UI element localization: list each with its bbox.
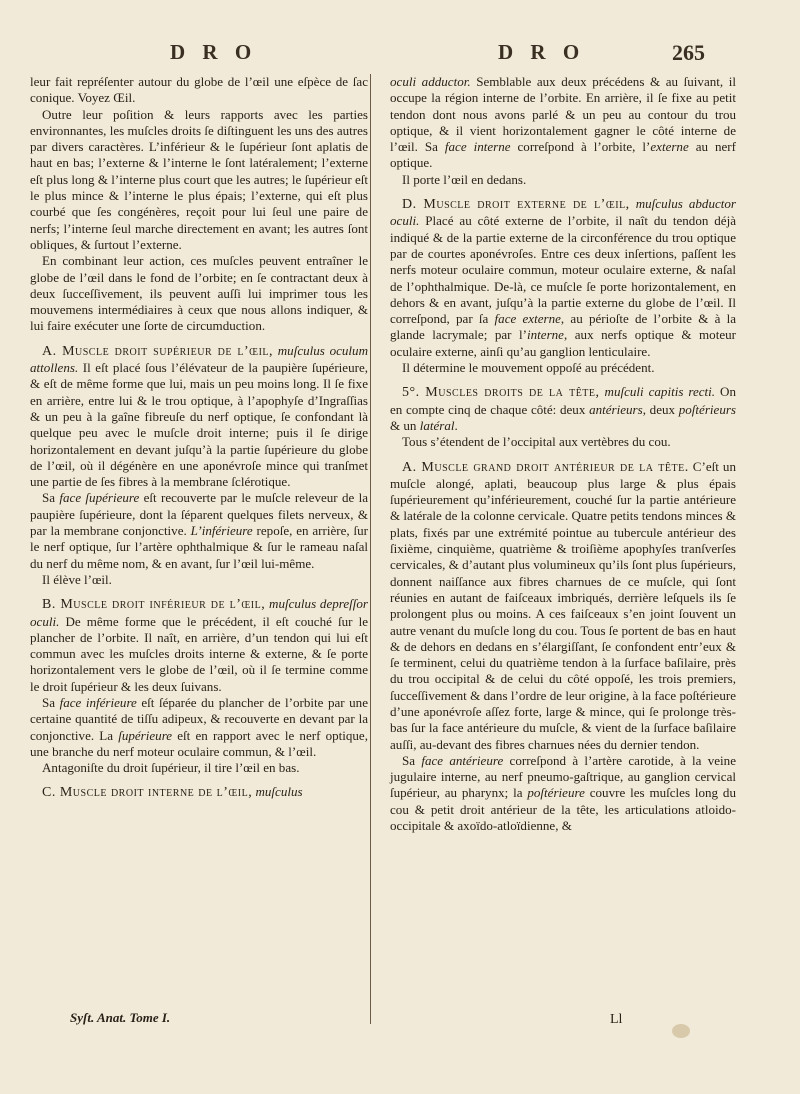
section-heading: C. Muscle droit interne de l’œil,	[42, 785, 253, 801]
latin-name: muſculi capitis recti.	[604, 384, 716, 400]
term: face antérieure	[421, 752, 504, 768]
term: poſtérieurs	[678, 401, 736, 417]
catchword: Ll	[610, 1012, 623, 1027]
section-b-inferior	[30, 596, 368, 695]
term: L’inférieure	[190, 523, 253, 539]
page-number: 265	[672, 40, 705, 65]
text-run: couvre les muſcles long du cou & petit droit antérieur de la tête, les articulations atloido-occipitale & axoïdo-atloïdienne, &	[390, 785, 736, 834]
latin-name: muſculus abductor oculi.	[390, 196, 737, 229]
text-run: , aux nerfs optique & moteur oculaire externe, ainſi qu’au ganglion lenticulaire.	[390, 327, 736, 359]
right-column	[390, 74, 736, 834]
term: externe	[650, 139, 689, 155]
section-text: De même forme que le précédent, il eſt couché ſur le plancher de l’orbite. Il naît, en arrière, d’un tendon qui lui eſt commun avec les muſcles droits interne & externe, & ſe porte horizontalement vers le globe de l’œil, où il ſe termine comme le droit ſupérieur & les deux ſuivans.	[30, 613, 368, 694]
text-run: .	[454, 417, 458, 433]
section-d-external	[390, 196, 736, 360]
paragraph: Tous s’étendent de l’occipital aux vertèbres du cou.	[402, 434, 671, 450]
section-heading: A. Muscle droit supérieur de l’œil,	[42, 343, 274, 359]
text-run: , au périoſte de l’orbite & à la glande lacrymale; par l’	[390, 311, 737, 343]
column-divider	[370, 74, 371, 1024]
text-run: repoſe, en arrière, ſur le nerf optique, ſur l’artère ophthalmique & ſur le rameau naſal du nerf du même nom, & en avant, ſur l’œil lui-même.	[30, 523, 368, 571]
text-run: & un	[390, 417, 420, 433]
latin-name: muſculus depreſſor oculi.	[30, 596, 368, 629]
term: poſtérieure	[527, 785, 585, 801]
paragraph	[30, 490, 368, 571]
running-head-right: D R O	[498, 40, 586, 64]
left-column	[30, 74, 368, 802]
term: face externe	[494, 311, 561, 327]
paragraph: Il porte l’œil en dedans.	[402, 171, 527, 187]
signature-mark: Syſt. Anat. Tome I.	[70, 1010, 171, 1025]
section-a-superior	[30, 343, 368, 491]
text-run: eſt en rapport avec le nerf optique, une branche du nerf moteur oculaire commun, & l’œil.	[30, 727, 368, 759]
paragraph: Antagoniſte du droit ſupérieur, il tire l’œil en bas.	[42, 760, 300, 776]
latin-name: oculi adductor.	[390, 74, 471, 89]
text-run: au nerf optique.	[390, 139, 737, 171]
text-run: Sa	[402, 752, 422, 768]
text-run: , deux	[642, 401, 679, 417]
paragraph: Il détermine le mouvement oppoſé au précédent.	[402, 360, 655, 376]
paper-stain	[672, 1024, 690, 1038]
section-c-internal	[30, 784, 368, 801]
paragraph: Outre leur poſition & leurs rapports avec les parties environnantes, les muſcles droits ſe diſtinguent les uns des autres par divers caractères. L’inférieur & le ſupérieur ſont aplatis de haut en bas; l’externe & l’interne le ſont latéralement; l’externe eſt plus long & l’interne plus court que les autres; le ſupérieur eſt le plus mince & l’interne le plus épais; l’externe, qui eſt plus courbé que ſes congénères, reçoit pour lui ſeul une paire de nerfs; l’interne ſeul marche directement en avant; les autres ſont obliques, & ſurtout l’externe.	[30, 106, 368, 252]
text-run: correſpond à l’orbite, l’	[510, 139, 651, 155]
section-text: Il eſt placé ſous l’élévateur de la paupière ſupérieure, & eſt de même forme que lui, mais un peu moins long. Il ſe fixe en arrière, entre lui & le trou optique, à l’apophyſe d’Ingraſſias & un peu à la gaîne fibreuſe du nerf optique, ſe confondant là quelque peu avec le muſcle droit interne; puis il ſe dirige horizontalement en devant juſqu’à la partie ſupérieure du globe de l’œil, où il dégénère en une aponévroſe mince qui tranſmet une partie de ſes fibres à la membrane ſclérotique.	[30, 360, 369, 490]
text-run: eſt recouverte par le muſcle releveur de la paupière ſupérieure, dont la ſéparent quelques filets nerveux, & par la membrane conjonctive.	[30, 490, 368, 539]
term: face inférieure	[59, 694, 137, 710]
paragraph	[390, 74, 736, 172]
term: face interne	[444, 139, 511, 155]
section-heading: D. Muscle droit externe de l’œil,	[402, 197, 630, 213]
latin-name: muſculus	[255, 784, 303, 800]
section-heading: A. Muscle grand droit antérieur de la tête.	[402, 459, 689, 475]
paragraph: Il élève l’œil.	[42, 571, 112, 587]
paragraph: leur fait repréſenter autour du globe de l’œil une eſpèce de ſac conique. Voyez Œil.	[30, 74, 368, 106]
section-heading: B. Muscle droit inférieur de l’œil,	[42, 597, 266, 613]
text-run: Placé au côté externe de l’orbite, il naît du tendon déjà indiqué & de la partie externe de la circonférence du trou optique par de courtes aponévroſes. Entre ces deux inſertions, paſſent les nerfs moteur oculaire commun, moteur oculaire externe, & naſal de l’ophthalmique. De-là, ce muſcle ſe porte horizontalement, en dehors & en avant, juſqu’à la partie externe du globe de l’œil. Il correſpond, par ſa	[390, 213, 736, 327]
paragraph: En combinant leur action, ces muſcles peuvent entraîner le globe de l’œil dans le fond de l’orbite; en ſe contractant deux à deux ſucceſſivement, ils peuvent auſſi lui imprimer tous les mouvemens intermédiaires à ceux que nous allons indiquer, & lui faire exécuter une ſorte de circumduction.	[30, 253, 368, 334]
running-head-left: D R O	[170, 40, 258, 64]
term: interne	[527, 327, 564, 343]
text-run: Sa	[42, 694, 60, 710]
section-a-great-anterior	[390, 459, 736, 753]
text-run: Sa	[42, 490, 60, 506]
text-run: correſpond à l’artère carotide, à la veine jugulaire interne, au nerf pneumo-gaſtrique, au ganglion cervical ſupérieur, au pharynx; la	[390, 752, 736, 801]
text-run: Semblable aux deux précédens & au ſuivant, il occupe la région interne de l’orbite. En arrière, il ſe fixe au petit tendon dont nous avons parlé & un peu au contour du trou optique, & il vient horizontalement gagner le côté interne de l’œil. Sa	[390, 74, 736, 155]
paragraph	[390, 753, 736, 834]
term: ſupérieure	[118, 727, 173, 743]
text-run: On en compte cinq de chaque côté: deux	[390, 384, 736, 417]
section-text: C’eſt un muſcle alongé, aplati, beaucoup plus large & plus épais ſupérieurement qu’inférieurement, couché ſur la partie antérieure & latérale de la colonne cervicale. Quatre petits tendons minces & plats, fixés par une extrémité pointue au tubercule antérieur des ſixième, cinquième, quatrième & troiſième apophyſes tranſverſes cervicales, & d’autant plus volumineux qu’ils ſont plus ſupérieurs, donnent naiſſance aux fibres charnues de ce muſcle, qui ſont réunies en autant de faiſceaux imbriqués, derrière leſquels ils ſe prolongent plus ou moins. A ces faiſceaux s’en joint ſouvent un autre venant du muſcle long du cou. Tous ſe portent de bas en haut & de dehors en dedans en s’élargiſſant, ſe confondent entr’eux & ſe terminent, celui du quatrième tendon à la ſurface baſilaire, près du trou occipital & de celui du côté oppoſé, les trois premiers, ſucceſſivement & dans l’ordre de leur origine, à la face poſtérieure d’une aponévroſe aſſez forte, large & mince, qui ſe prolonge très-bas ſur la face antérieure du muſcle, & vient de la ſurface baſilaire auſſi, au-devant des fibres charnues nées du dernier tendon.	[390, 458, 736, 752]
paragraph	[30, 695, 368, 760]
section-5-head-muscles	[390, 384, 736, 434]
text-run: eſt ſéparée du plancher de l’orbite par une certaine quantité de tiſſu adipeux, & recouverte en devant par la conjonctive. La	[30, 694, 368, 743]
term: latéral	[419, 417, 455, 433]
term: face ſupérieure	[59, 490, 140, 506]
term: antérieurs	[589, 401, 643, 417]
section-heading: 5°. Muscles droits de la tête,	[402, 385, 600, 401]
latin-name: muſculus oculum attollens.	[30, 342, 368, 376]
